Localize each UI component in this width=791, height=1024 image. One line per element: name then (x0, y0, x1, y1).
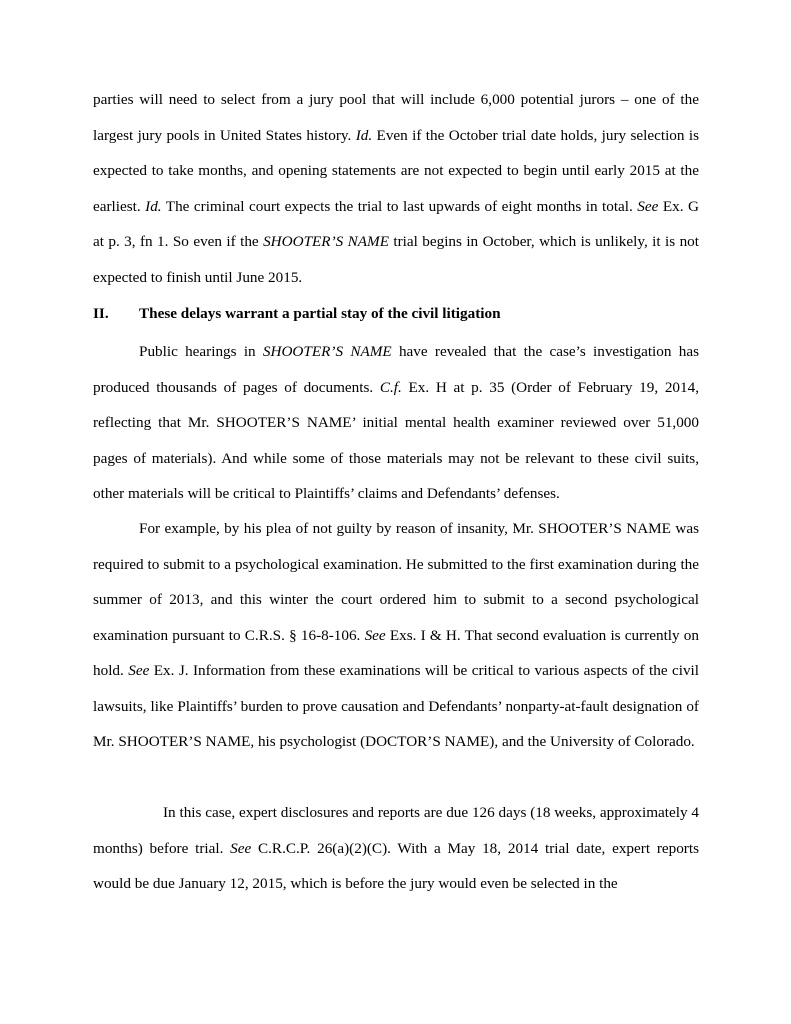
italic-text-run: SHOOTER’S NAME (262, 343, 392, 360)
hearings-paragraph-block (93, 334, 699, 512)
italic-text-run: Id. (145, 197, 162, 215)
section-heading-title: These delays warrant a partial stay of the civil litigation (139, 305, 501, 322)
continuation-paragraph-block (93, 82, 699, 295)
text-run: Exs. I & H. That second evaluation is currently on hold. (93, 626, 699, 679)
italic-text-run: C.f. (379, 378, 402, 396)
italic-text-run: SHOOTER’S NAME (263, 233, 389, 250)
italic-text-run: Id. (355, 126, 373, 144)
hearings-paragraph (93, 334, 699, 512)
text-run: have revealed that the case’s investigation has produced thousands of pages of documents. (93, 343, 699, 396)
section-heading-block (93, 296, 699, 332)
example-paragraph (93, 511, 699, 760)
italic-text-run: See (230, 839, 252, 857)
text-run: Ex. J. Information from these examinations will be critical to various aspects of the civil lawsuits, like Plaintiffs’ burden to prove causation and Defendants’ nonparty-at-fault designation of Mr. SHOOTER’S NAME, his psychologist (DOCTOR’S NAME), and the University of Colorado. (93, 662, 699, 750)
text-run: The criminal court expects the trial to last upwards of eight months in total. (161, 197, 638, 215)
italic-text-run: See (128, 662, 150, 679)
italic-text-run: See (637, 197, 659, 215)
italic-text-run: See (364, 626, 386, 644)
section-heading (93, 296, 699, 332)
expert-paragraph-block (93, 795, 699, 902)
section-heading-number: II. (93, 305, 109, 322)
expert-paragraph (93, 795, 699, 902)
text-run: Ex. H at p. 35 (Order of February 19, 2014, reflecting that Mr. SHOOTER’S NAME’ initial mental health examiner reviewed over 51,000 pages of materials). And while some of those materials may not be relevant to these civil suits, other materials will be critical to Plaintiffs’ claims and Defendants’ defenses. (93, 378, 699, 502)
text-run: In this case, expert disclosures and reports are due 126 days (18 weeks, approximately 4 months) before trial. (93, 804, 699, 857)
text-run: C.R.C.P. 26(a)(2)(C). With a May 18, 2014 trial date, expert reports would be due January 12, 2015, which is before the jury would even be selected in the (93, 839, 699, 892)
text-run: For example, by his plea of not guilty by reason of insanity, Mr. SHOOTER’S NAME was required to submit to a psychological examination. He submitted to the first examination during the summer of 2013, and this winter the court ordered him to submit to a second psychological examination pursuant to C.R.S. § 16-8-106. (93, 520, 699, 644)
text-run: trial begins in October, which is unlikely, it is not expected to finish until June 2015. (93, 233, 699, 286)
text-run: Public hearings in (139, 343, 263, 360)
text-run: Ex. G at p. 3, fn 1. So even if the (93, 197, 699, 250)
text-run: parties will need to select from a jury pool that will include 6,000 potential jurors – one of the largest jury pools in United States history. (93, 91, 699, 144)
example-paragraph-block (93, 511, 699, 760)
continuation-paragraph (93, 82, 699, 295)
text-run: Even if the October trial date holds, jury selection is expected to take months, and opening statements are not expected to begin until early 2015 at the earliest. (93, 126, 699, 215)
